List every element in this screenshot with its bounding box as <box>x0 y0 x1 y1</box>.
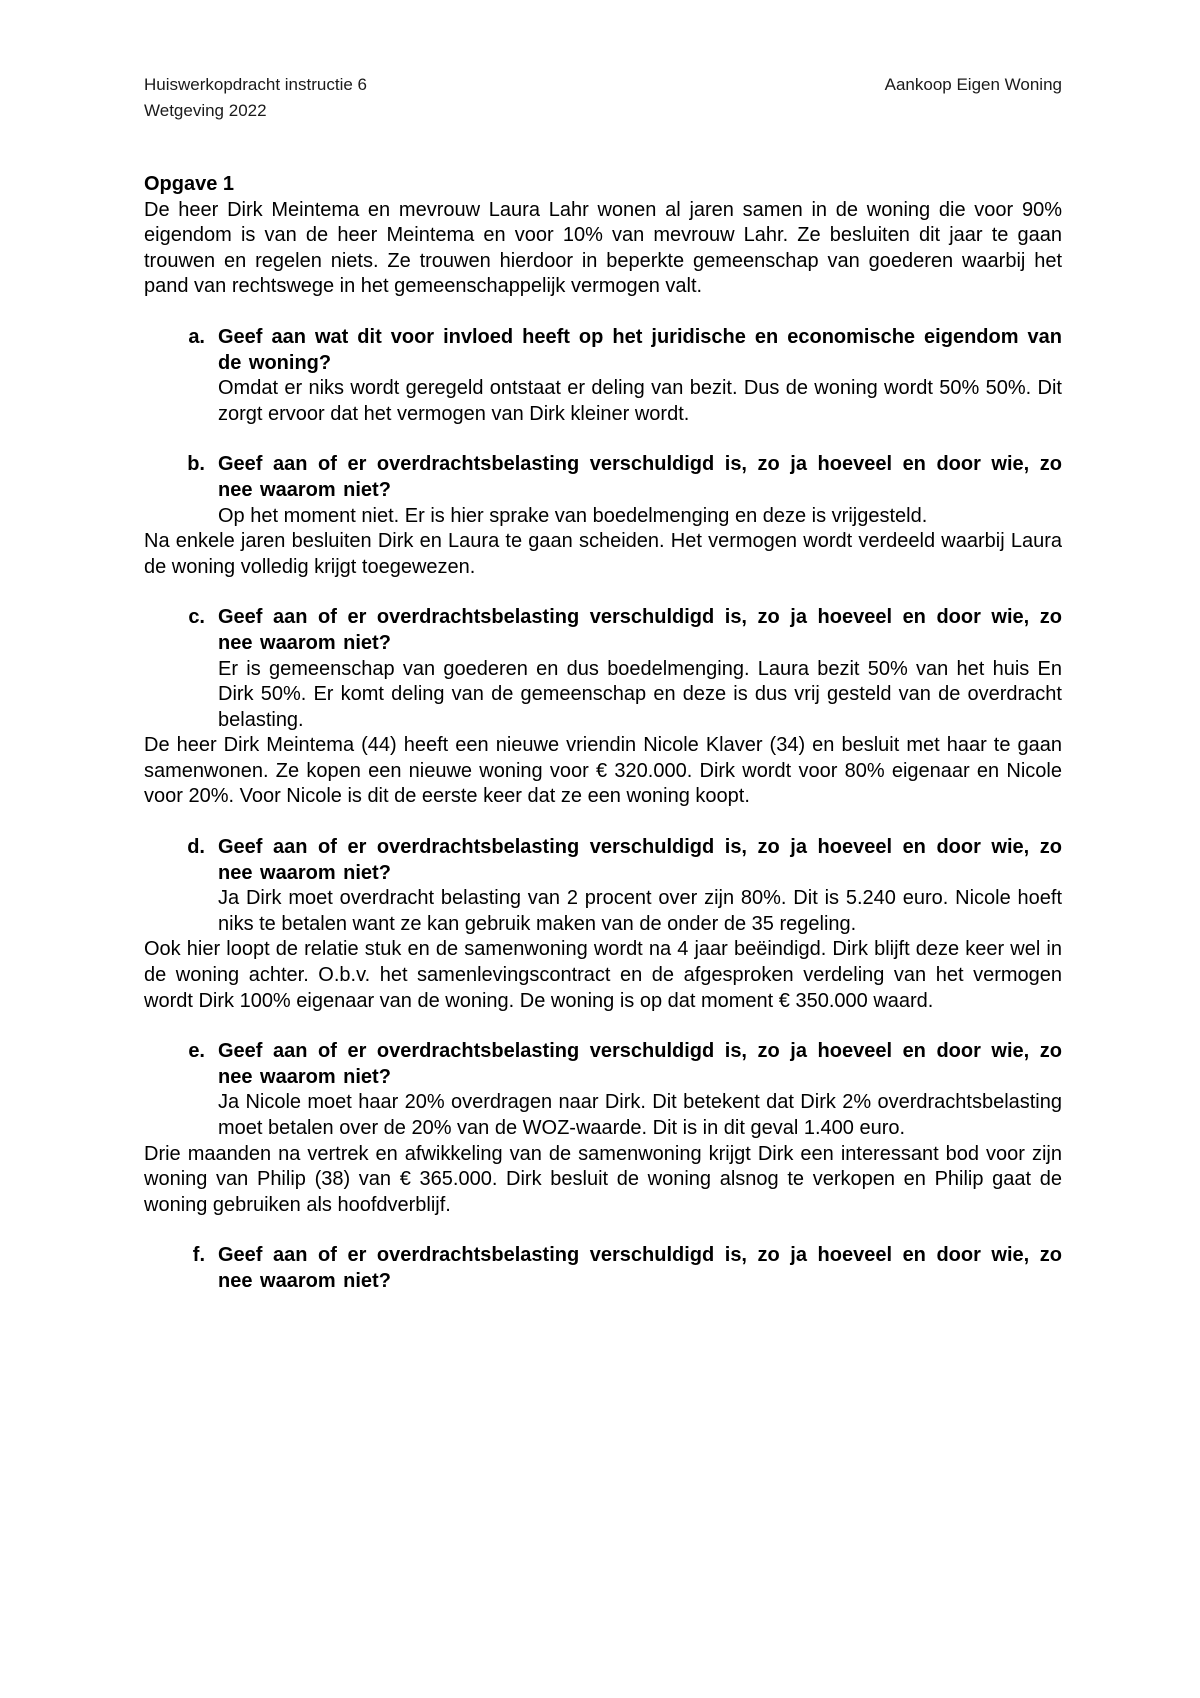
question-body <box>218 452 1062 529</box>
question-text: Geef aan of er overdrachtsbelasting verschuldigd is, zo ja hoeveel en door wie, zo nee waarom niet? <box>218 1040 1062 1088</box>
header-left <box>144 72 367 124</box>
document-page <box>144 72 1062 1295</box>
question-letter: e. <box>188 1040 205 1063</box>
question-e <box>144 1039 1062 1141</box>
question-f <box>144 1243 1062 1294</box>
header-course: Huiswerkopdracht instructie 6 <box>144 75 367 94</box>
header-legislation-year: Wetgeving 2022 <box>144 101 267 120</box>
question-b <box>144 452 1062 529</box>
question-letter: d. <box>187 836 205 859</box>
question-c <box>144 605 1062 733</box>
paragraph-breakup: Ook hier loopt de relatie stuk en de samenwoning wordt na 4 jaar beëindigd. Dirk blijft deze keer wel in de woning achter. O.b.v. het samenlevingscontract en de afgesproken verdeling van het vermogen wordt Dirk 100% eigenaar van de woning. De woning is op dat moment € 350.000 waard. <box>144 938 1062 1012</box>
page-header <box>144 72 1062 124</box>
question-letter: b. <box>187 453 205 476</box>
question-body <box>218 1243 1062 1294</box>
paragraph-divorce: Na enkele jaren besluiten Dirk en Laura te gaan scheiden. Het vermogen wordt verdeeld waarbij Laura de woning volledig krijgt toegewezen. <box>144 530 1062 578</box>
exercise-content <box>144 172 1062 1295</box>
question-d <box>144 835 1062 937</box>
answer-text: Ja Nicole moet haar 20% overdragen naar Dirk. Dit betekent dat Dirk 2% overdrachtsbelasting moet betalen over de 20% van de WOZ-waarde. Dit is in dit geval 1.400 euro. <box>218 1091 1062 1139</box>
answer-text: Omdat er niks wordt geregeld ontstaat er deling van bezit. Dus de woning wordt 50% 50%. Dit zorgt ervoor dat het vermogen van Dirk kleiner wordt. <box>218 377 1062 425</box>
question-body <box>218 1039 1062 1141</box>
question-letter: a. <box>188 325 205 348</box>
exercise-title: Opgave 1 <box>144 173 235 195</box>
question-text: Geef aan of er overdrachtsbelasting verschuldigd is, zo ja hoeveel en door wie, zo nee waarom niet? <box>218 453 1062 501</box>
header-topic: Aankoop Eigen Woning <box>884 75 1062 94</box>
question-letter: c. <box>188 606 205 629</box>
question-text: Geef aan of er overdrachtsbelasting verschuldigd is, zo ja hoeveel en door wie, zo nee waarom niet? <box>218 836 1062 884</box>
question-body <box>218 325 1062 427</box>
question-body <box>218 835 1062 937</box>
question-text: Geef aan of er overdrachtsbelasting verschuldigd is, zo ja hoeveel en door wie, zo nee waarom niet? <box>218 606 1062 654</box>
question-text: Geef aan of er overdrachtsbelasting verschuldigd is, zo ja hoeveel en door wie, zo nee waarom niet? <box>218 1244 1062 1292</box>
answer-text: Op het moment niet. Er is hier sprake van boedelmenging en deze is vrijgesteld. <box>218 504 928 527</box>
question-a <box>144 325 1062 427</box>
paragraph-nicole: De heer Dirk Meintema (44) heeft een nieuwe vriendin Nicole Klaver (34) en besluit met haar te gaan samenwonen. Ze kopen een nieuwe woning voor € 320.000. Dirk wordt voor 80% eigenaar en Nicole voor 20%. Voor Nicole is dit de eerste keer dat ze een woning koopt. <box>144 734 1062 808</box>
answer-text: Ja Dirk moet overdracht belasting van 2 procent over zijn 80%. Dit is 5.240 euro. Nicole hoeft niks te betalen want ze kan gebruik maken van de onder de 35 regeling. <box>218 887 1062 935</box>
question-body <box>218 605 1062 733</box>
question-letter: f. <box>192 1244 205 1267</box>
answer-text: Er is gemeenschap van goederen en dus boedelmenging. Laura bezit 50% van het huis En Dirk 50%. Er komt deling van de gemeenschap en deze is dus vrij gesteld van de overdracht belasting. <box>218 657 1062 731</box>
paragraph-philip: Drie maanden na vertrek en afwikkeling van de samenwoning krijgt Dirk een interessant bod voor zijn woning van Philip (38) van € 365.000. Dirk besluit de woning alsnog te verkopen en Philip gaat de woning gebruiken als hoofdverblijf. <box>144 1142 1062 1216</box>
exercise-intro: De heer Dirk Meintema en mevrouw Laura Lahr wonen al jaren samen in de woning die voor 90% eigendom is van de heer Meintema en voor 10% van mevrouw Lahr. Ze besluiten dit jaar te gaan trouwen en regelen niets. Ze trouwen hierdoor in beperkte gemeenschap van goederen waarbij het pand van rechtswege in het gemeenschappelijk vermogen valt. <box>144 198 1062 298</box>
question-text: Geef aan wat dit voor invloed heeft op het juridische en economische eigendom van de woning? <box>218 325 1062 374</box>
